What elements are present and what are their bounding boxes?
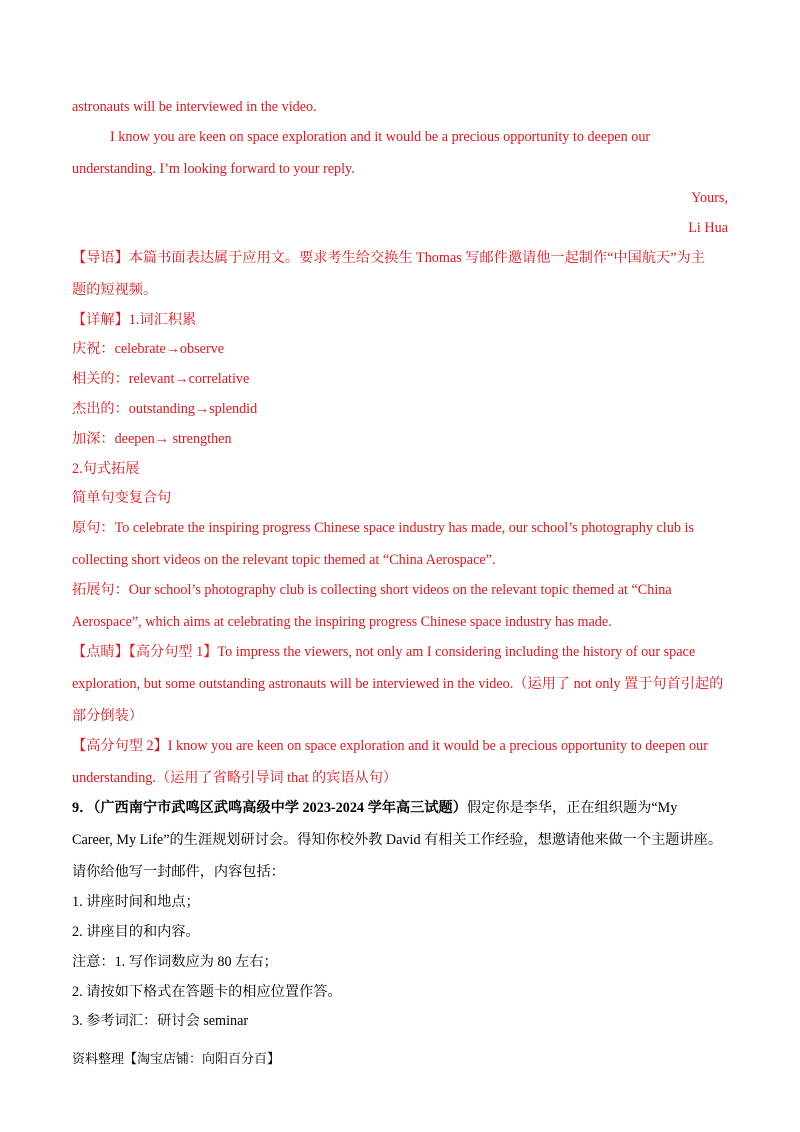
question-text: Career, My Life”的生涯规划研讨会。得知你校外教 David 有相关工作经验，想邀请他来做一个主题讲座。 (72, 832, 723, 848)
question-text: 请你给他写一封邮件，内容包括： (72, 864, 285, 880)
highlight-pattern-2: 【高分句型 2】I know you are keen on space exploration and it would be a precious opportunity to deepen our (72, 738, 708, 754)
original-sentence-cont: collecting short videos on the relevant topic themed at “China Aerospace”. (72, 552, 496, 568)
note-item: 3. 参考词汇：研讨会 seminar (72, 1013, 249, 1029)
text-line: I know you are keen on space exploration and it would be a precious opportunity to deepen our (110, 129, 651, 145)
intro-paragraph: 【导语】本篇书面表达属于应用文。要求考生给交换生 Thomas 写邮件邀请他一起制作“中国航天”为主 (72, 250, 705, 266)
expanded-sentence: 拓展句：Our school’s photography club is collecting short videos on the relevant topic themed at “China (72, 582, 672, 598)
highlight-pattern-1: 【点睛】【高分句型 1】To impress the viewers, not only am I considering including the history of our space (72, 644, 696, 660)
signature-li-hua: Li Hua (688, 220, 728, 236)
question-source: 9．（广西南宁市武鸣区武鸣高级中学 2023-2024 学年高三试题） (72, 800, 467, 816)
question-prompt: 假定你是李华，正在组织题为“My (466, 800, 678, 816)
section-subheading: 简单句变复合句 (72, 490, 172, 506)
note-item: 2. 请按如下格式在答题卡的相应位置作答。 (72, 984, 342, 1000)
intro-paragraph-cont: 题的短视频。 (72, 282, 158, 298)
page-footer: 资料整理【淘宝店铺：向阳百分百】 (72, 1051, 281, 1066)
closing-yours: Yours, (691, 190, 728, 206)
vocab-item: 杰出的：outstanding→splendid (72, 401, 258, 417)
highlight-pattern-1-end: 部分倒装） (72, 708, 143, 724)
text-line: understanding. I’m looking forward to your reply. (72, 161, 355, 177)
detail-heading: 【详解】1.词汇积累 (72, 312, 197, 328)
original-sentence: 原句：To celebrate the inspiring progress Chinese space industry has made, our school’s photography club is (72, 520, 694, 536)
highlight-pattern-1-cont: exploration, but some outstanding astronauts will be interviewed in the video.（运用了 not only 置于句首引起的 (72, 676, 724, 692)
requirement-item: 1. 讲座时间和地点； (72, 894, 200, 910)
vocab-item: 相关的：relevant→correlative (72, 371, 250, 387)
vocab-item: 庆祝：celebrate→observe (72, 341, 225, 357)
question-9-line (72, 799, 677, 817)
text-line: astronauts will be interviewed in the video. (72, 99, 317, 115)
section-heading: 2.句式拓展 (72, 461, 140, 477)
highlight-pattern-2-cont: understanding.（运用了省略引导词 that 的宾语从句） (72, 770, 398, 786)
expanded-sentence-cont: Aerospace”, which aims at celebrating the inspiring progress Chinese space industry has made. (72, 614, 612, 630)
note-item: 注意：1. 写作词数应为 80 左右； (72, 954, 278, 970)
vocab-item: 加深：deepen→ strengthen (72, 431, 232, 447)
requirement-item: 2. 讲座目的和内容。 (72, 924, 200, 940)
